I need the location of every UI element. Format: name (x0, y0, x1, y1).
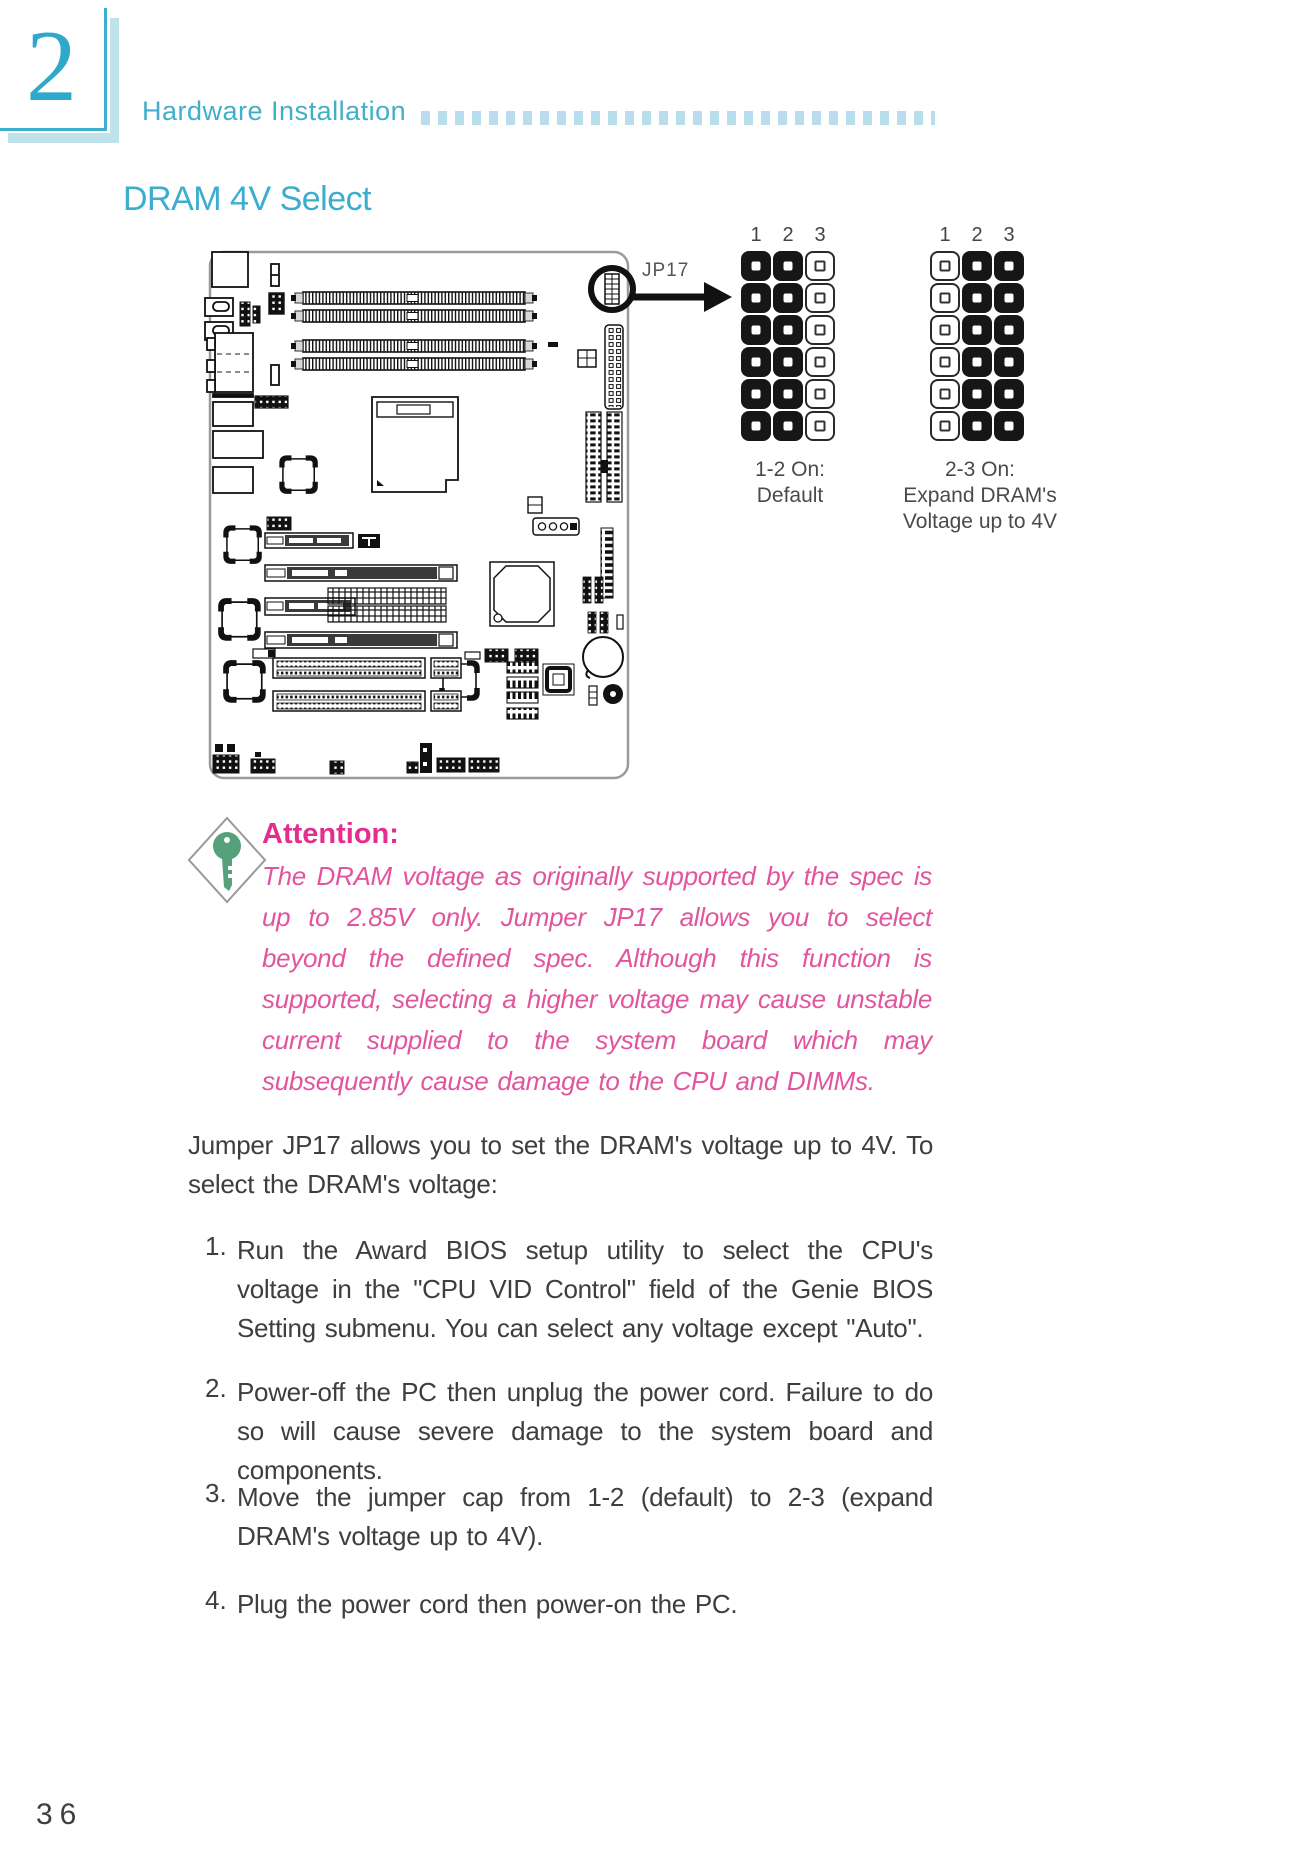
jumper-pin-row (929, 410, 1025, 442)
jumper-pin-row (740, 378, 836, 410)
jumper-caption-default (705, 457, 875, 509)
pin-hole (784, 326, 793, 335)
chapter-number: 2 (26, 10, 77, 123)
pin-hole (1005, 422, 1014, 431)
pin-hole (784, 390, 793, 399)
jumper-pin-row (740, 314, 836, 346)
jumper-pin-covered (962, 411, 992, 441)
jumper-pin-row (929, 250, 1025, 282)
jumper-pin-open (805, 315, 835, 345)
jumper-pin-open (930, 411, 960, 441)
pin-hole (815, 325, 826, 336)
pin-hole (973, 262, 982, 271)
key-attention-icon (185, 812, 270, 907)
step-number: 3. (205, 1478, 227, 1508)
pin-hole (1005, 326, 1014, 335)
jumper-pin-row (740, 410, 836, 442)
jumper-pin-row (740, 282, 836, 314)
chip (221, 601, 258, 638)
caption-line: Default (756, 484, 824, 507)
pin-hole (940, 293, 951, 304)
pin-hole (815, 357, 826, 368)
chip (226, 663, 263, 700)
pin-header (267, 517, 291, 530)
jumper-pin-covered (994, 315, 1024, 345)
pin-hole (1005, 262, 1014, 271)
jumper-pin-row (740, 250, 836, 282)
motherboard-diagram (165, 250, 740, 780)
jumper-pin-open (930, 283, 960, 313)
jumper-pin-covered (741, 411, 771, 441)
jumper-diagram-expand (929, 224, 1025, 442)
jumper-pin-covered (773, 251, 803, 281)
pin-hole (973, 294, 982, 303)
pin-hole (752, 262, 761, 271)
jumper-pin-row (929, 346, 1025, 378)
jumper-pin-covered (962, 251, 992, 281)
chapter-title: Hardware Installation (142, 96, 407, 126)
pin-hole (973, 326, 982, 335)
pin-hole (940, 389, 951, 400)
step-3 (188, 1478, 933, 1556)
pin-hole (940, 261, 951, 272)
pin-hole (784, 294, 793, 303)
caption-line: Voltage up to 4V (902, 510, 1058, 533)
pin-hole (752, 390, 761, 399)
chip (282, 458, 315, 491)
jumper-pin-covered (741, 315, 771, 345)
chapter-badge-border-vertical (104, 8, 107, 131)
step-number: 2. (205, 1373, 227, 1403)
jumper-pin-open (930, 347, 960, 377)
step-text: Move the jumper cap from 1-2 (default) to 2-3 (expand DRAM's voltage up to 4V). (237, 1482, 933, 1551)
pin-number: 1 (750, 224, 762, 246)
jumper-pin-open (930, 315, 960, 345)
jumper-pin-covered (773, 315, 803, 345)
jumper-pin-covered (962, 283, 992, 313)
jumper-pin-open (805, 411, 835, 441)
jumper-pin-open (930, 379, 960, 409)
pin-number: 3 (814, 224, 826, 246)
pin-hole (752, 422, 761, 431)
pin-hole (1005, 358, 1014, 367)
step-1 (188, 1231, 933, 1348)
jumper-pin-covered (741, 251, 771, 281)
pin-hole (784, 358, 793, 367)
jumper-pin-open (930, 251, 960, 281)
jumper-pin-covered (962, 315, 992, 345)
attention-body: The DRAM voltage as originally supported by the spec is up to 2.85V only. Jumper JP17 allows you to select beyond the defined spec. Although this function is supported, selecting a higher voltage may cause unstable current supplied to the system board which may subsequently cause damage to the CPU and DIMMs. (262, 861, 932, 1096)
jumper-pin-open (805, 379, 835, 409)
chapter-badge-shadow-horizontal (8, 133, 119, 143)
section-title: DRAM 4V Select (123, 180, 372, 218)
southbridge-chip (490, 562, 554, 626)
jumper-pin-row (740, 346, 836, 378)
pin-number: 2 (971, 224, 983, 246)
intro-paragraph: Jumper JP17 allows you to set the DRAM's voltage up to 4V. To select the DRAM's voltage: (188, 1130, 933, 1199)
jumper-pin-covered (741, 379, 771, 409)
pin-hole (973, 422, 982, 431)
pin-number: 1 (939, 224, 951, 246)
pin-hole (784, 262, 793, 271)
jumper-pin-covered (994, 283, 1024, 313)
jumper-pin-covered (994, 379, 1024, 409)
pin-hole (1005, 294, 1014, 303)
step-number: 4. (205, 1585, 227, 1615)
step-2 (188, 1373, 933, 1490)
step-4 (188, 1585, 933, 1624)
pin-hole (973, 390, 982, 399)
jumper-pin-open (805, 251, 835, 281)
caption-line: 2-3 On: (944, 458, 1016, 481)
pin-numbers (740, 224, 836, 247)
step-text: Plug the power cord then power-on the PC. (237, 1589, 738, 1619)
pin-hole (815, 293, 826, 304)
pin-numbers (929, 224, 1025, 247)
pin-hole (752, 294, 761, 303)
jumper-diagram-default (740, 224, 836, 442)
jumper-pin-covered (773, 347, 803, 377)
jumper-pin-covered (741, 347, 771, 377)
jumper-pin-covered (994, 251, 1024, 281)
jumper-pin-covered (994, 411, 1024, 441)
jumper-pin-row (929, 314, 1025, 346)
caption-line: 1-2 On: (754, 458, 826, 481)
jumper-pin-row (929, 378, 1025, 410)
pin-number: 2 (782, 224, 794, 246)
jumper-pin-covered (773, 411, 803, 441)
pin-hole (752, 326, 761, 335)
jumper-pin-open (805, 283, 835, 313)
chip (226, 528, 259, 561)
jumper-pin-covered (994, 347, 1024, 377)
jumper-pin-covered (741, 283, 771, 313)
jumper-pin-covered (962, 379, 992, 409)
jp17-arrow (633, 282, 732, 312)
chapter-badge-shadow-vertical (110, 18, 119, 143)
header-dotted-strip (421, 111, 935, 125)
cpu-socket (372, 397, 458, 492)
caption-line: Expand DRAM's (903, 484, 1057, 507)
page-number: 36 (36, 1798, 84, 1831)
step-text: Power-off the PC then unplug the power cord. Failure to do so will cause severe damage to the system board and components. (237, 1377, 933, 1485)
pin-hole (784, 422, 793, 431)
pin-hole (752, 358, 761, 367)
jumper-caption-expand (877, 457, 1083, 535)
pin-hole (815, 421, 826, 432)
pin-number: 3 (1003, 224, 1015, 246)
chapter-badge-border-horizontal (0, 128, 107, 131)
pin-hole (940, 357, 951, 368)
step-text: Run the Award BIOS setup utility to select the CPU's voltage in the "CPU VID Control" field of the Genie BIOS Setting submenu. You can select any voltage except "Auto". (237, 1235, 933, 1343)
pin-hole (815, 389, 826, 400)
jp17-label: JP17 (642, 260, 690, 281)
jumper-pin-row (929, 282, 1025, 314)
pin-hole (973, 358, 982, 367)
jumper-pin-open (805, 347, 835, 377)
step-number: 1. (205, 1231, 227, 1261)
jumper-pin-covered (773, 379, 803, 409)
pin-hole (940, 421, 951, 432)
attention-heading: Attention: (262, 818, 399, 850)
pin-hole (1005, 390, 1014, 399)
pin-hole (940, 325, 951, 336)
jumper-pin-covered (962, 347, 992, 377)
jumper-pin-covered (773, 283, 803, 313)
pin-hole (815, 261, 826, 272)
